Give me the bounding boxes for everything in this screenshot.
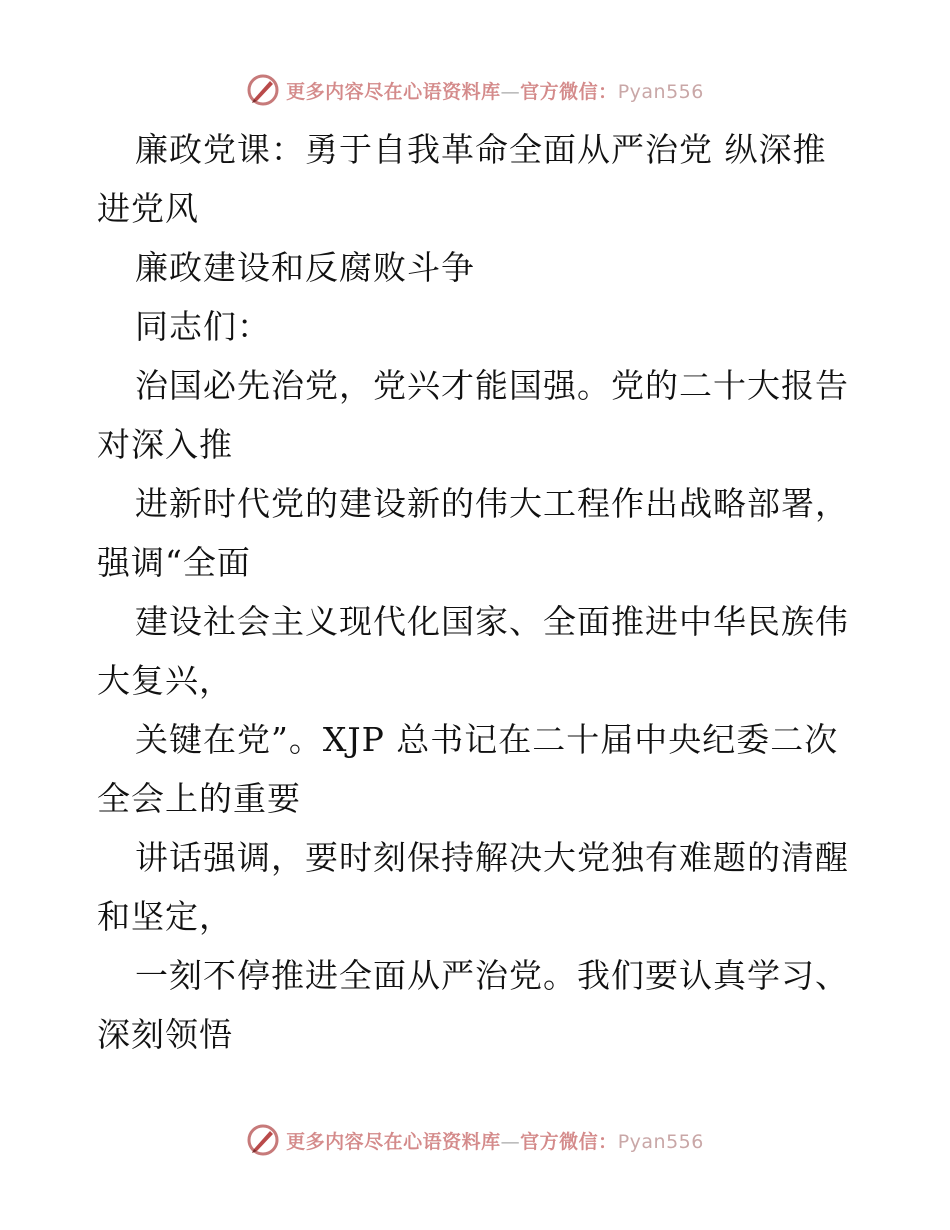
watermark-account-id: Pyan556 xyxy=(617,1130,704,1153)
watermark-account-label: 官方微信： xyxy=(520,80,618,103)
footer-watermark xyxy=(0,1120,950,1160)
body-paragraph: 关键在党”。XJP 总书记在二十届中央纪委二次全会上的重要 xyxy=(97,720,839,818)
body-paragraph: 治国必先治党，党兴才能国强。党的二十大报告对深入推 xyxy=(97,366,849,464)
watermark-separator: — xyxy=(500,80,521,103)
document-subtitle: 廉政建设和反腐败斗争 xyxy=(135,248,475,287)
watermark-text xyxy=(286,1127,704,1154)
watermark-brand: 更多内容尽在心语资料库 xyxy=(286,80,501,103)
document-title: 廉政党课：勇于自我革命全面从严治党 纵深推进党风 xyxy=(97,130,827,228)
body-paragraph: 讲话强调，要时刻保持解决大党独有难题的清醒和坚定， xyxy=(97,838,849,936)
body-paragraph: 建设社会主义现代化国家、全面推进中华民族伟大复兴， xyxy=(97,602,849,700)
document-body xyxy=(97,120,857,1064)
watermark-brand: 更多内容尽在心语资料库 xyxy=(286,1130,501,1153)
watermark-account-label: 官方微信： xyxy=(520,1130,618,1153)
quill-logo-icon xyxy=(246,1123,280,1157)
body-paragraph: 进新时代党的建设新的伟大工程作出战略部署，强调“全面 xyxy=(97,484,849,582)
salutation: 同志们： xyxy=(135,307,271,346)
quill-logo-icon xyxy=(246,73,280,107)
body-paragraph: 一刻不停推进全面从严治党。我们要认真学习、深刻领悟 xyxy=(97,956,849,1054)
watermark-text xyxy=(286,77,704,104)
watermark-account-id: Pyan556 xyxy=(617,80,704,103)
watermark-separator: — xyxy=(500,1130,521,1153)
header-watermark xyxy=(0,70,950,110)
